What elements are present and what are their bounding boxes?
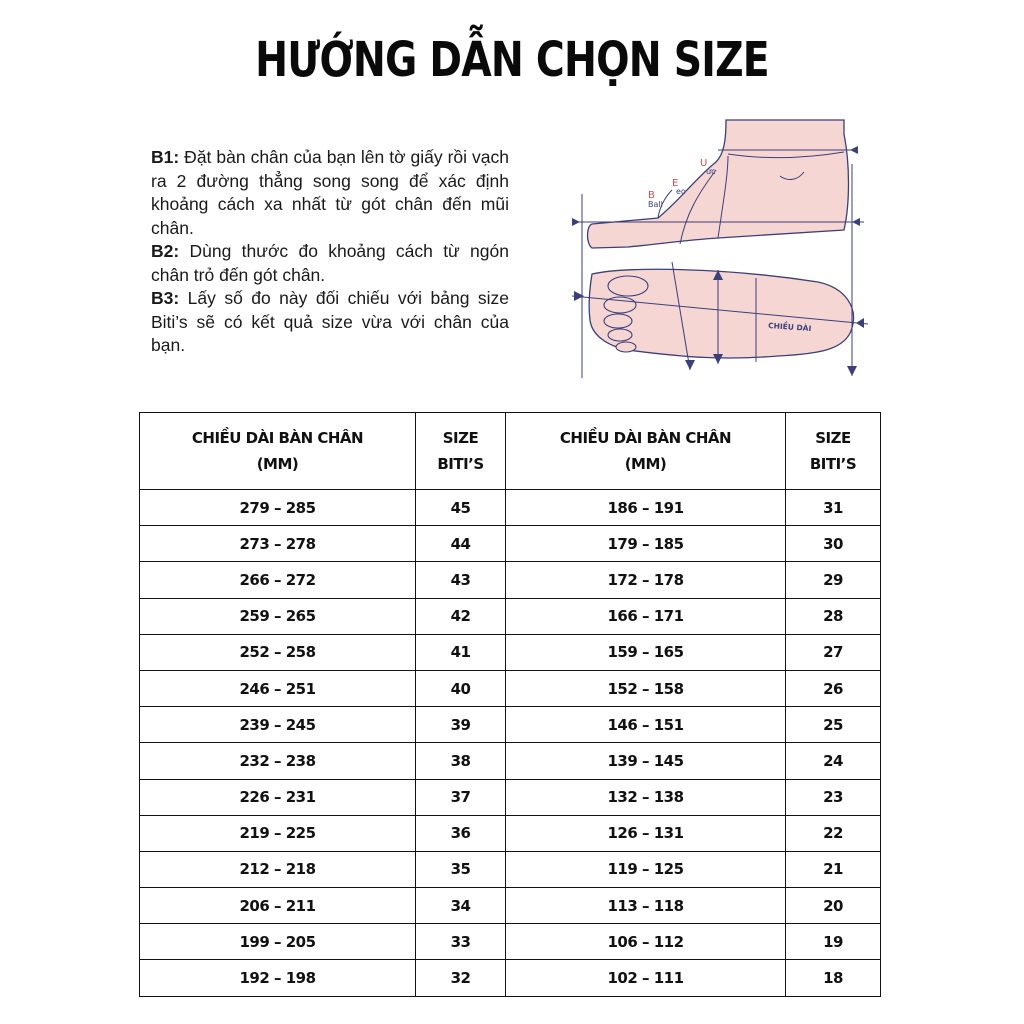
foot-length-cell: 246 – 251 bbox=[140, 670, 416, 706]
page-title: HƯỚNG DẪN CHỌN SIZE bbox=[255, 32, 769, 88]
toe-1 bbox=[608, 276, 648, 296]
size-cell: 24 bbox=[786, 743, 881, 779]
size-cell: 33 bbox=[416, 924, 506, 960]
foot-length-cell: 119 – 125 bbox=[506, 851, 786, 887]
foot-length-cell: 279 – 285 bbox=[140, 490, 416, 526]
size-cell: 28 bbox=[786, 598, 881, 634]
instructions bbox=[151, 146, 509, 358]
foot-length-cell: 126 – 131 bbox=[506, 815, 786, 851]
label-e-sub: eo bbox=[676, 187, 686, 196]
header-size: SIZE BITI’S bbox=[786, 413, 881, 490]
size-cell: 39 bbox=[416, 707, 506, 743]
label-e: E bbox=[672, 178, 679, 189]
step-label: B1: bbox=[151, 147, 180, 167]
arrow-heel-bottom bbox=[847, 366, 857, 376]
foot-length-cell: 172 – 178 bbox=[506, 562, 786, 598]
step-2 bbox=[151, 240, 509, 287]
size-cell: 40 bbox=[416, 670, 506, 706]
foot-length-cell: 186 – 191 bbox=[506, 490, 786, 526]
table-row bbox=[140, 562, 881, 598]
size-cell: 22 bbox=[786, 815, 881, 851]
foot-length-cell: 206 – 211 bbox=[140, 888, 416, 924]
table-row bbox=[140, 526, 881, 562]
foot-length-cell: 106 – 112 bbox=[506, 924, 786, 960]
step-label: B3: bbox=[151, 288, 180, 308]
size-cell: 30 bbox=[786, 526, 881, 562]
label-u: U bbox=[700, 158, 708, 169]
table-header-row bbox=[140, 413, 881, 490]
label-b: B bbox=[648, 190, 655, 201]
foot-length-cell: 259 – 265 bbox=[140, 598, 416, 634]
table-row bbox=[140, 598, 881, 634]
size-cell: 43 bbox=[416, 562, 506, 598]
table-row bbox=[140, 888, 881, 924]
foot-length-cell: 102 – 111 bbox=[506, 960, 786, 996]
table-row bbox=[140, 815, 881, 851]
foot-measure-diagram bbox=[568, 114, 880, 384]
foot-side-view bbox=[588, 120, 849, 248]
foot-length-cell: 273 – 278 bbox=[140, 526, 416, 562]
toe-4 bbox=[608, 329, 632, 341]
toe-3 bbox=[604, 314, 632, 328]
size-cell: 41 bbox=[416, 634, 506, 670]
header-foot-length: CHIỀU DÀI BÀN CHÂN (MM) bbox=[506, 413, 786, 490]
size-cell: 23 bbox=[786, 779, 881, 815]
size-cell: 34 bbox=[416, 888, 506, 924]
size-cell: 20 bbox=[786, 888, 881, 924]
foot-length-cell: 199 – 205 bbox=[140, 924, 416, 960]
size-cell: 21 bbox=[786, 851, 881, 887]
table-row bbox=[140, 670, 881, 706]
foot-length-cell: 266 – 272 bbox=[140, 562, 416, 598]
foot-length-cell: 179 – 185 bbox=[506, 526, 786, 562]
table-row bbox=[140, 851, 881, 887]
header-foot-length: CHIỀU DÀI BÀN CHÂN (MM) bbox=[140, 413, 416, 490]
foot-length-cell: 219 – 225 bbox=[140, 815, 416, 851]
foot-length-cell: 139 – 145 bbox=[506, 743, 786, 779]
arrow-left-side bbox=[572, 218, 580, 226]
size-cell: 42 bbox=[416, 598, 506, 634]
foot-length-cell: 226 – 231 bbox=[140, 779, 416, 815]
size-cell: 26 bbox=[786, 670, 881, 706]
arrow-right-side bbox=[852, 218, 860, 226]
size-cell: 25 bbox=[786, 707, 881, 743]
size-cell: 35 bbox=[416, 851, 506, 887]
label-length: CHIỀU DÀI bbox=[767, 321, 812, 334]
size-cell: 36 bbox=[416, 815, 506, 851]
foot-length-cell: 192 – 198 bbox=[140, 960, 416, 996]
foot-length-cell: 252 – 258 bbox=[140, 634, 416, 670]
table-row bbox=[140, 779, 881, 815]
size-table bbox=[139, 412, 881, 997]
size-cell: 18 bbox=[786, 960, 881, 996]
arrow-mid-bottom bbox=[713, 354, 723, 364]
table-row bbox=[140, 490, 881, 526]
size-cell: 29 bbox=[786, 562, 881, 598]
table-row bbox=[140, 707, 881, 743]
foot-length-cell: 159 – 165 bbox=[506, 634, 786, 670]
size-cell: 19 bbox=[786, 924, 881, 960]
size-cell: 44 bbox=[416, 526, 506, 562]
foot-length-cell: 212 – 218 bbox=[140, 851, 416, 887]
foot-length-cell: 146 – 151 bbox=[506, 707, 786, 743]
step-1 bbox=[151, 146, 509, 240]
size-cell: 27 bbox=[786, 634, 881, 670]
header-size: SIZE BITI’S bbox=[416, 413, 506, 490]
arrow-ball-bottom bbox=[685, 360, 695, 370]
foot-length-cell: 239 – 245 bbox=[140, 707, 416, 743]
step-text: Dùng thước đo khoảng cách từ ngón chân trỏ đến gót chân. bbox=[151, 241, 509, 285]
size-cell: 32 bbox=[416, 960, 506, 996]
step-text: Lấy số đo này đối chiếu với bảng size Biti’s sẽ có kết quả size vừa với chân của bạn. bbox=[151, 288, 509, 355]
foot-length-cell: 152 – 158 bbox=[506, 670, 786, 706]
size-cell: 38 bbox=[416, 743, 506, 779]
label-b-sub: Ball bbox=[648, 200, 663, 209]
foot-length-cell: 132 – 138 bbox=[506, 779, 786, 815]
foot-length-cell: 232 – 238 bbox=[140, 743, 416, 779]
size-cell: 45 bbox=[416, 490, 506, 526]
table-row bbox=[140, 924, 881, 960]
arrow-ankle bbox=[850, 146, 858, 154]
size-cell: 37 bbox=[416, 779, 506, 815]
foot-length-cell: 113 – 118 bbox=[506, 888, 786, 924]
step-3 bbox=[151, 287, 509, 358]
table-row bbox=[140, 743, 881, 779]
label-u-sub: ức bbox=[706, 167, 716, 176]
foot-length-cell: 166 – 171 bbox=[506, 598, 786, 634]
step-text: Đặt bàn chân của bạn lên tờ giấy rồi vạch ra 2 đường thẳng song song để xác định khoảng cách xa nhất từ gót chân đến mũi chân. bbox=[151, 147, 509, 238]
table-row bbox=[140, 960, 881, 996]
toe-5 bbox=[616, 342, 636, 352]
arrow-right-top bbox=[856, 318, 864, 328]
step-label: B2: bbox=[151, 241, 180, 261]
size-cell: 31 bbox=[786, 490, 881, 526]
table-row bbox=[140, 634, 881, 670]
